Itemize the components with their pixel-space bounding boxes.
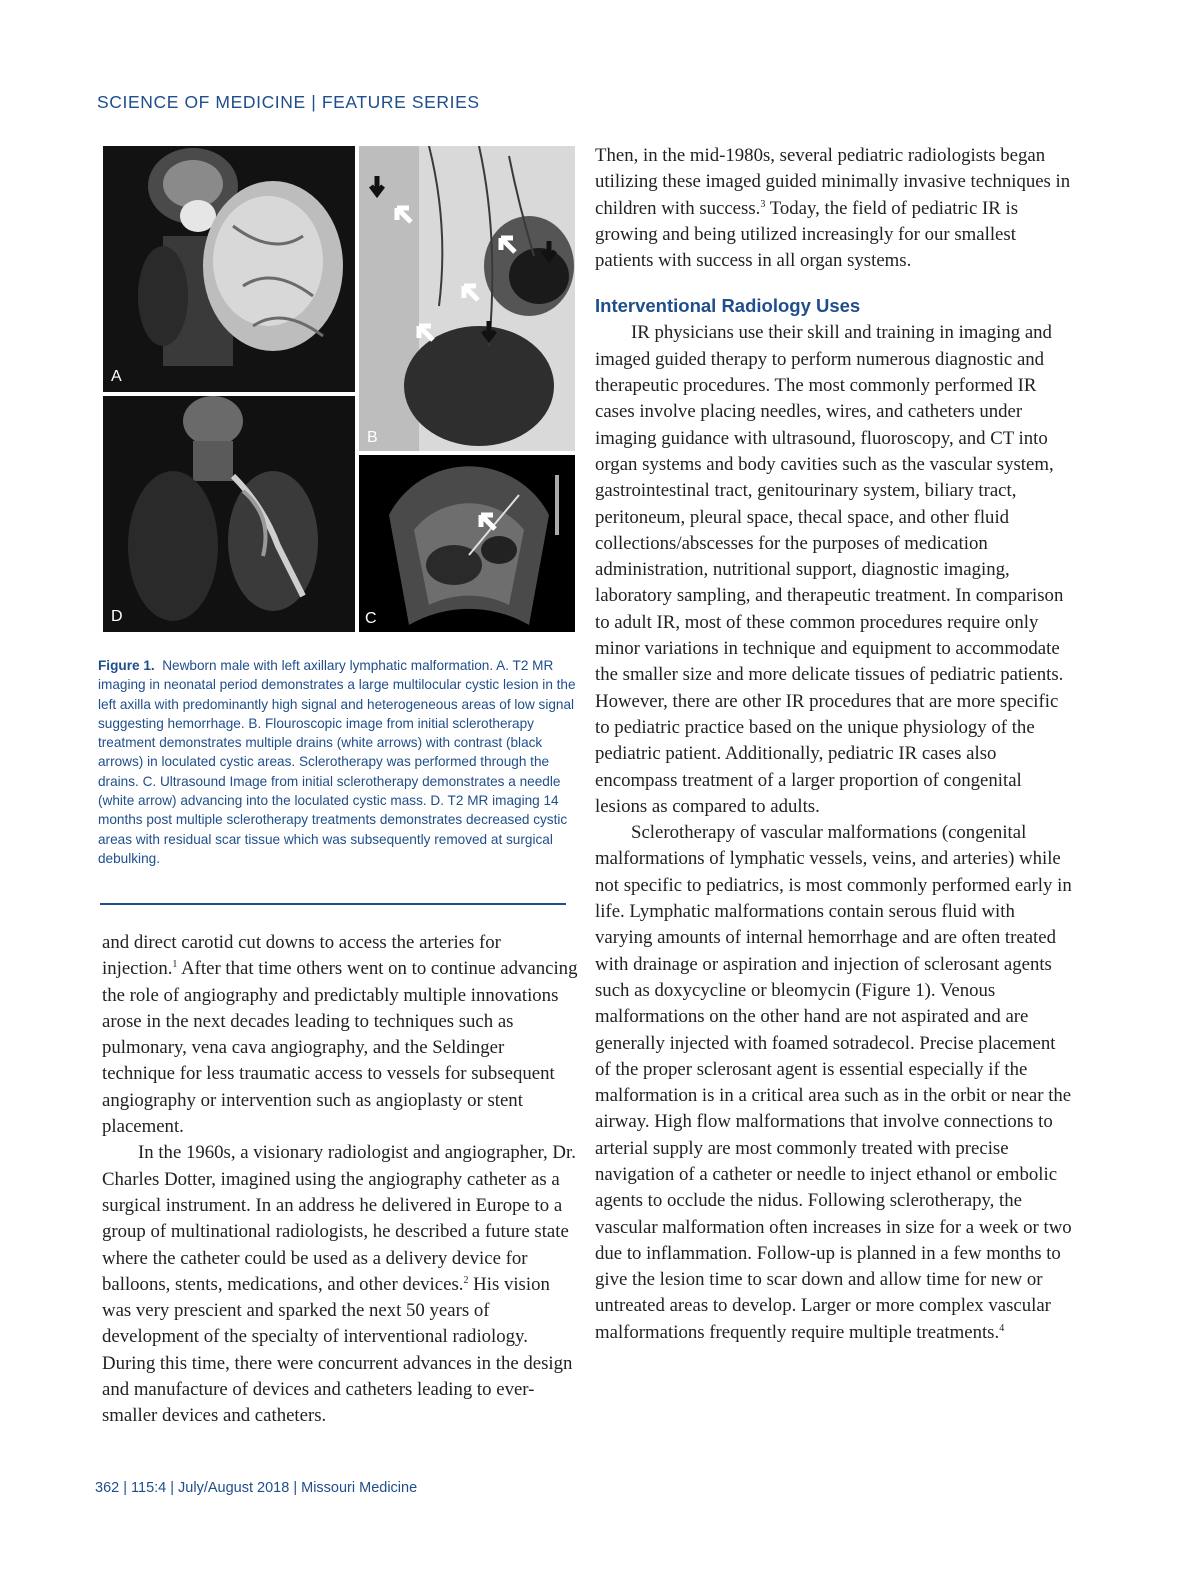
figure-caption: [98, 656, 580, 868]
mr-image-a: [103, 146, 355, 392]
figure-panel-d: [103, 396, 355, 632]
panel-label-d: D: [111, 608, 123, 625]
page-footer: 362 | 115:4 | July/August 2018 | Missouri Medicine: [95, 1480, 418, 1496]
body-paragraph: IR physicians use their skill and training in imaging and imaged guided therapy to perform numerous diagnostic and therapeutic procedures. The most commonly performed IR cases involve placing needles, wires, and catheters under imaging guidance with ultrasound, fluoroscopy, and CT into organ systems and body cavities such as the vascular system, gastrointestinal tract, genitourinary system, biliary tract, peritoneum, pleural space, thecal space, and other fluid collections/abscesses for the purposes of medication administration, nutritional support, diagnostic imaging, laboratory sampling, and therapeutic treatment. In comparison to adult IR, most of these common procedures require only minor variations in technique and equipment to accommodate the smaller size and more delicate tissues of pediatric patients. However, there are other IR procedures that are more specific to pediatric practice based on the unique physiology of the pediatric patient. Additionally, pediatric IR cases also encompass treatment of a larger proportion of congenital lesions as compared to adults.: [595, 322, 1064, 817]
body-paragraph: In the 1960s, a visionary radiologist and angiographer, Dr. Charles Dotter, imagined using the angiography catheter as a surgical instrument. In an address he delivered in Europe to a group of multinational radiologists, he described a future state where the catheter could be used as a delivery device for balloons, stents, medications, and other devices.$^2$ His vision was very prescient and sparked the next 50 years of development of the specialty of interventional radiology. During this time, there were concurrent advances in the design and manufacture of devices and catheters leading to ever-smaller devices and catheters.: [102, 1142, 576, 1427]
figure-caption-label: Figure 1.: [98, 658, 155, 673]
section-heading: Interventional Radiology Uses: [595, 295, 861, 317]
panel-label-a: A: [111, 368, 122, 385]
series-header: SCIENCE OF MEDICINE | FEATURE SERIES: [97, 92, 480, 112]
mr-image-d: [103, 396, 355, 632]
ultrasound-image-c: [359, 455, 575, 632]
figure-panel-a: [103, 146, 355, 392]
body-paragraph: Sclerotherapy of vascular malformations (congenital malformations of lymphatic vessels, veins, and arteries) while not specific to pediatrics, is most commonly performed early in life. Lymphatic malformations contain serous fluid with varying amounts of internal hemorrhage and are often treated with drainage or aspiration and injection of sclerosant agents such as doxycycline or bleomycin (Figure 1). Venous malformations on the other hand are not aspirated and are generally injected with foamed sotradecol. Precise placement of the proper sclerosant agent is essential especially if the malformation is in a critical area such as in the orbit or near the airway. High flow malformations that involve connections to arterial supply are most commonly treated with precise navigation of a catheter or needle to inject ethanol or embolic agents to occlude the nidus. Following sclerotherapy, the vascular malformation often increases in size for a week or two due to inflammation. Follow-up is planned in a few months to give the lesion time to scar down and allow time for new or untreated areas to develop. Larger or more complex vascular malformations frequently require multiple treatments.$^4$: [595, 822, 1072, 1343]
fluoroscopy-image-b: [359, 146, 575, 451]
body-paragraph: Then, in the mid-1980s, several pediatric radiologists began utilizing these imaged guided minimally invasive techniques in children with success.$^3$ Today, the field of pediatric IR is growing and being utilized increasingly for our smallest patients with success in all organ systems.: [595, 145, 1071, 272]
figure-panel-b: [359, 146, 575, 451]
figure-caption-text: Newborn male with left axillary lymphatic malformation. A. T2 MR imaging in neonatal period demonstrates a large multilocular cystic lesion in the left axilla with predominantly high signal and heterogeneous areas of low signal suggesting hemorrhage. B. Flouroscopic image from initial sclerotherapy treatment demonstrates multiple drains (white arrows) with contrast (black arrows) in loculated cystic areas. Sclerotherapy was performed through the drains. C. Ultrasound Image from initial sclerotherapy demonstrates a needle (white arrow) advancing into the loculated cystic mass. D. T2 MR imaging 14 months post multiple sclerotherapy treatments demonstrates decreased cystic areas with residual scar tissue which was subsequently removed at surgical debulking.: [98, 658, 576, 866]
right-column: [595, 143, 1073, 1346]
panel-label-b: B: [367, 429, 378, 446]
caption-divider: [100, 903, 566, 905]
figure-panel-c: [359, 455, 575, 632]
figure-1: [101, 144, 577, 634]
body-paragraph: and direct carotid cut downs to access the arteries for injection.$^1$ After that time others went on to continue advancing the role of angiography and predictably multiple innovations arose in the next decades leading to techniques such as pulmonary, vena cava angiography, and the Seldinger technique for less traumatic access to vessels for subsequent angiography or intervention such as angioplasty or stent placement.: [102, 932, 578, 1138]
panel-label-c: C: [365, 610, 377, 627]
left-column: [102, 930, 580, 1430]
